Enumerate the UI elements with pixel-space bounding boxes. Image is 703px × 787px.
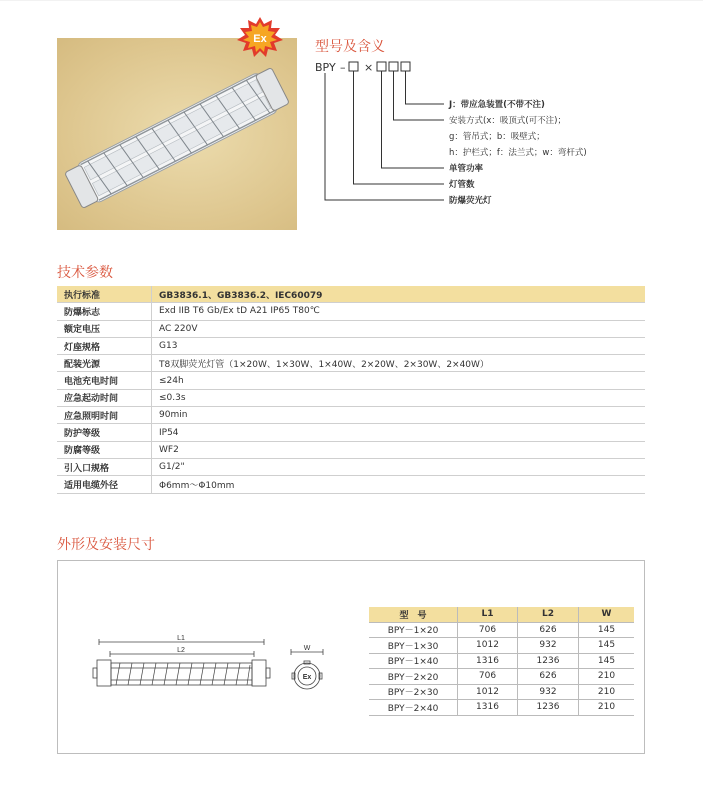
table-row: [369, 622, 634, 638]
ex-badge-starburst: [236, 16, 284, 58]
param-value: ≤24h: [152, 372, 646, 389]
table-row: [369, 653, 634, 669]
column-header-l2: L2: [518, 607, 579, 622]
cell-w: 145: [579, 653, 635, 669]
model-code-box-2: [377, 62, 386, 71]
dimensions-table: [369, 607, 634, 716]
cell-l2: 1236: [518, 700, 579, 716]
param-label: 防护等级: [57, 424, 152, 441]
table-row: [57, 303, 645, 320]
model-code-leader-lines: [300, 55, 460, 210]
column-header-w: W: [579, 607, 635, 622]
cell-l2: 932: [518, 684, 579, 700]
column-header-model: 型 号: [369, 607, 458, 622]
table-row: [57, 407, 645, 424]
tech-params-table: [57, 286, 645, 494]
model-code-box-1: [349, 62, 358, 71]
annotation-emergency: J：带应急装置(不带不注): [449, 100, 545, 110]
cell-model: BPY－2×40: [369, 700, 458, 716]
param-label: 防爆标志: [57, 303, 152, 320]
cell-w: 210: [579, 684, 635, 700]
dim-label-l1: L1: [177, 635, 185, 642]
param-value: 90min: [152, 407, 646, 424]
param-value: ≤0.3s: [152, 389, 646, 406]
param-value: WF2: [152, 441, 646, 458]
ex-mark-label: Ex: [302, 674, 312, 681]
model-code-box-4: [401, 62, 410, 71]
table-row: [57, 337, 645, 354]
param-label: 应急照明时间: [57, 407, 152, 424]
product-photo: [57, 38, 297, 230]
param-label: 适用电缆外径: [57, 476, 152, 493]
cell-l2: 932: [518, 638, 579, 654]
cell-model: BPY－1×40: [369, 653, 458, 669]
table-row: [57, 458, 645, 475]
param-label: 应急起动时间: [57, 389, 152, 406]
param-label: 电池充电时间: [57, 372, 152, 389]
annotation-mount-type: 安装方式(x：吸顶式(可不注)；: [449, 116, 566, 126]
annotation-mount-type-2: g：管吊式；b：吸壁式；: [449, 132, 545, 142]
table-row: [369, 669, 634, 685]
annotation-single-power: 单管功率: [449, 164, 484, 174]
cell-w: 145: [579, 622, 635, 638]
param-label: 配装光源: [57, 355, 152, 372]
cell-l1: 706: [458, 669, 518, 685]
table-row: [369, 684, 634, 700]
top-divider: [0, 0, 703, 1]
table-row: [57, 286, 645, 303]
side-view-drawing: [92, 630, 272, 694]
column-header-l1: L1: [458, 607, 518, 622]
param-label: 额定电压: [57, 320, 152, 337]
model-code-box-3: [389, 62, 398, 71]
param-value: Exd IIB T6 Gb/Ex tD A21 IP65 T80℃: [152, 303, 646, 320]
cell-l1: 1316: [458, 700, 518, 716]
table-row: [57, 476, 645, 493]
table-row: [369, 700, 634, 716]
fluorescent-lamp-image: [57, 38, 297, 230]
model-code-times: ×: [364, 61, 374, 74]
table-row: [57, 424, 645, 441]
dimensions-title: 外形及安装尺寸: [57, 537, 155, 553]
tech-params-title: 技术参数: [57, 265, 113, 281]
cell-w: 145: [579, 638, 635, 654]
param-value: Φ6mm～Φ10mm: [152, 476, 646, 493]
annotation-product-name: 防爆荧光灯: [449, 196, 492, 206]
table-row: [369, 638, 634, 654]
param-label: 引入口规格: [57, 458, 152, 475]
annotation-tube-count: 灯管数: [449, 180, 475, 190]
table-row: [57, 372, 645, 389]
cell-model: BPY－1×20: [369, 622, 458, 638]
ex-badge-label: Ex: [253, 33, 267, 45]
cell-model: BPY－2×20: [369, 669, 458, 685]
param-value: G1/2": [152, 458, 646, 475]
model-meaning-title: 型号及含义: [315, 39, 385, 55]
table-row: [57, 355, 645, 372]
cell-l2: 626: [518, 622, 579, 638]
annotation-mount-type-3: h：护栏式；f：法兰式；w：弯杆式): [449, 148, 587, 158]
table-row: [57, 389, 645, 406]
param-value: GB3836.1、GB3836.2、IEC60079: [152, 286, 646, 303]
param-label: 防腐等级: [57, 441, 152, 458]
model-code-prefix: BPY: [315, 61, 336, 74]
cell-l1: 1012: [458, 638, 518, 654]
cell-w: 210: [579, 700, 635, 716]
param-value: G13: [152, 337, 646, 354]
cell-model: BPY－1×30: [369, 638, 458, 654]
cell-l2: 1236: [518, 653, 579, 669]
table-header-row: [369, 607, 634, 622]
dim-label-l2: L2: [177, 647, 185, 654]
param-label: 灯座规格: [57, 337, 152, 354]
param-label: 执行标准: [57, 286, 152, 303]
dim-label-w: W: [303, 645, 311, 652]
param-value: T8双脚荧光灯管（1×20W、1×30W、1×40W、2×20W、2×30W、2×40W）: [152, 355, 646, 372]
cell-l1: 706: [458, 622, 518, 638]
param-value: AC 220V: [152, 320, 646, 337]
end-view-drawing: [285, 643, 329, 693]
model-code-dash: –: [340, 61, 346, 74]
cell-l1: 1316: [458, 653, 518, 669]
cell-l1: 1012: [458, 684, 518, 700]
table-row: [57, 441, 645, 458]
table-row: [57, 320, 645, 337]
cell-w: 210: [579, 669, 635, 685]
param-value: IP54: [152, 424, 646, 441]
cell-l2: 626: [518, 669, 579, 685]
cell-model: BPY－2×30: [369, 684, 458, 700]
